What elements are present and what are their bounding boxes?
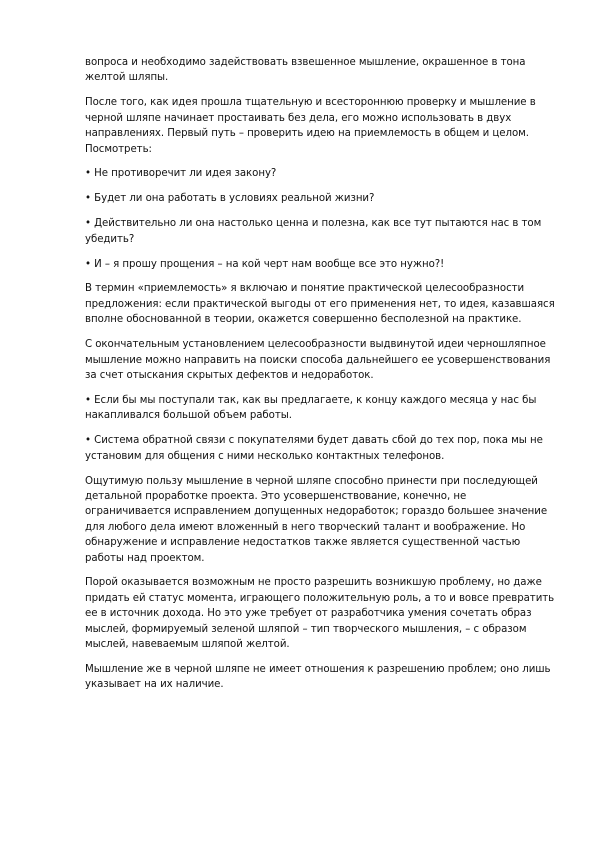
bullet-law: • Не противоречит ли идея закону? — [85, 168, 277, 180]
bullet-real-life: • Будет ли она работать в условиях реальной жизни? — [85, 193, 375, 205]
paragraph-check-intro: После того, как идея прошла тщательную и всестороннюю проверку и мышление в черной шляпе начинает простаивать без дела, его можно использовать в двух направлениях. Первый путь – проверить идею на приемлемость в общем и целом. Посмотреть: — [85, 97, 536, 155]
paragraph-problem-opportunity: Порой оказывается возможным не просто разрешить возникшую проблему, но даже придать ей статус момента, играющего положительную роль, а то и вовсе превратить ее в источник дохода. Но это уже требует от разработчика умения сочетать образ мыслей, формируемый зеленой шляпой – тип творческого мышления, – с образом мыслей, навеваемым шляпой желтой. — [85, 577, 555, 651]
bullet-need: • И – я прошу прощения – на кой черт нам вообще все это нужно?! — [85, 258, 445, 270]
bullet-monthly-backlog: • Если бы мы поступали так, как вы предлагаете, к концу каждого месяца у нас бы накапливался большой объем работы. — [85, 394, 537, 422]
paragraph-continuation: вопроса и необходимо задействовать взвешенное мышление, окрашенное в тона желтой шляпы. — [85, 57, 526, 84]
bullet-value: • Действительно ли она настолько ценна и полезна, как все тут пытаются нас в том убедить? — [85, 218, 542, 245]
paragraph-acceptability: В термин «приемлемость» я включаю и понятие практической целесообразности предложения: если практической выгоды от его применения нет, то идея, казавшаяся вполне обоснованной в теории, окажется совершенно бесполезной на практике. — [85, 283, 555, 326]
document-page — [85, 55, 555, 702]
bullet-feedback-system: • Система обратной связи с покупателями будет давать сбой до тех пор, пока мы не установим для общения с ними несколько контактных телефонов. — [85, 435, 543, 462]
paragraph-conclusion: Мышление же в черной шляпе не имеет отношения к разрешению проблем; оно лишь указывает на их наличие. — [85, 664, 551, 691]
paragraph-improvement: С окончательным установлением целесообразности выдвинутой идеи черношляпное мышление можно направить на поиски способа дальнейшего ее усовершенствования за счет отыскания скрытых дефектов и недоработок. — [85, 339, 551, 381]
paragraph-project-benefit: Ощутимую пользу мышление в черной шляпе способно принести при последующей детальной проработке проекта. Это усовершенствование, конечно, не ограничивается исправлением допущенных недоработок; гораздо большее значение для любого дела имеют вложенный в него творческий талант и воображение. Но обнаружение и исправление недостатков также является существенной частью работы над проектом. — [85, 475, 548, 564]
